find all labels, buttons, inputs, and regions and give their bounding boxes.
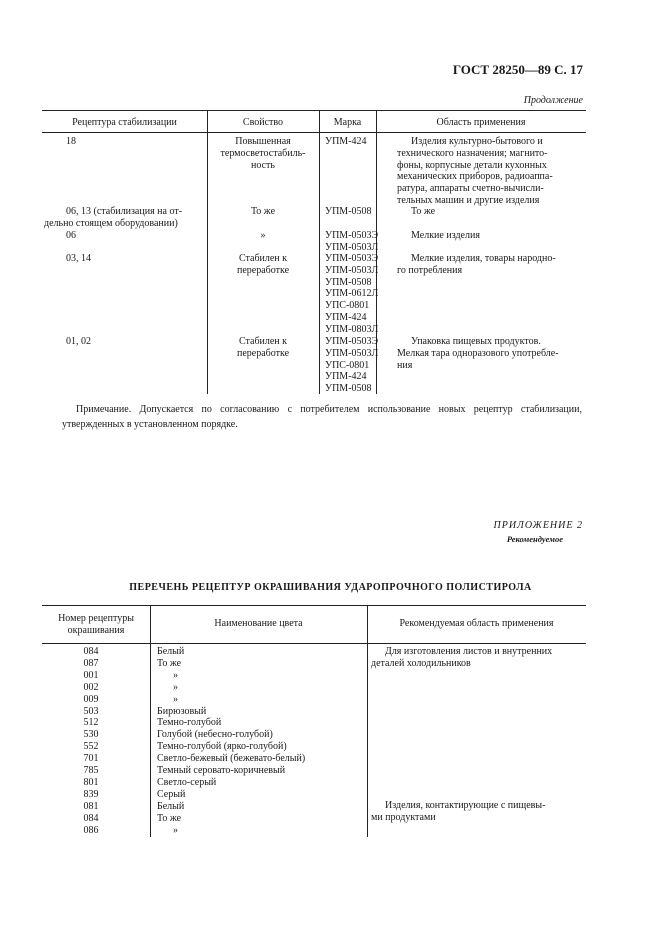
application-cell: Упаковка пищевых продуктов. Мелкая тара одноразового употребле- ния bbox=[397, 336, 559, 371]
column-header-mark: Марка bbox=[333, 117, 362, 128]
coloring-table-title: ПЕРЕЧЕНЬ РЕЦЕПТУР ОКРАШИВАНИЯ УДАРОПРОЧНОГО ПОЛИСТИРОЛА bbox=[129, 582, 532, 593]
color-name-list: Белый То же » » » Бирюзовый Темно-голубой Голубой (небесно-голубой) Темно-голубой (ярко-голубой) Светло-бежевый (бежевато-белый) Темный серовато-коричневый Светло-серый Серый Белый То же » bbox=[157, 646, 306, 836]
mark-cell: УПМ-0503Э УПМ-0503Л УПМ-0508 УПМ-0612Л УПС-0801 УПМ-424 УПМ-0803Л bbox=[325, 253, 379, 335]
recipe-cell: 01, 02 bbox=[66, 336, 91, 347]
recipe-cell: 06, 13 (стабилизация на от- дельно стоящем оборудовании) bbox=[44, 206, 183, 229]
column-header-property: Свойство bbox=[242, 117, 284, 128]
recipe-cell: 18 bbox=[66, 136, 76, 147]
mark-cell: УПМ-0508 bbox=[325, 206, 372, 217]
property-cell: То же bbox=[250, 206, 276, 217]
table-note: Примечание. Допускается по согласованию с потребителем использование новых рецептур стабилизации, утвержденных в установленном порядке. bbox=[62, 404, 582, 430]
application-cell: Мелкие изделия bbox=[411, 230, 480, 241]
application-cell: Изделия культурно-бытового и технического назначения; магнито- фоны, корпусные детали кухонных механических приборов, радиоаппа- ратура, аппараты счетно-вычисли- тельных машин и другие изделия bbox=[397, 136, 553, 206]
application-area-2: Изделия, контактирующие с пищевы- ми продуктами bbox=[371, 800, 546, 823]
property-cell: Стабилен к переработке bbox=[236, 253, 290, 276]
property-cell: » bbox=[260, 230, 266, 241]
application-cell: То же bbox=[411, 206, 436, 217]
property-cell: Стабилен к переработке bbox=[236, 336, 290, 359]
column-header-number: Номер рецептуры окрашивания bbox=[58, 613, 134, 636]
application-cell: Мелкие изделия, товары народно- го потребления bbox=[397, 253, 556, 276]
application-area-1: Для изготовления листов и внутренних деталей холодильников bbox=[371, 646, 553, 669]
continuation-label: Продолжение bbox=[523, 95, 583, 106]
property-cell: Повышенная термосветостабиль- ность bbox=[220, 136, 306, 171]
column-header-area: Рекомендуемая область применения bbox=[399, 618, 554, 629]
column-header-color: Наименование цвета bbox=[214, 618, 303, 629]
recipe-cell: 06 bbox=[66, 230, 76, 241]
mark-cell: УПМ-0503Э УПМ-0503Л bbox=[325, 230, 379, 253]
appendix-label: ПРИЛОЖЕНИЕ 2 bbox=[493, 520, 583, 531]
appendix-status: Рекомендуемое bbox=[506, 534, 563, 544]
recipe-cell: 03, 14 bbox=[66, 253, 91, 264]
recipe-number-list: 084 087 001 002 009 503 512 530 552 701 785 801 839 081 084 086 bbox=[83, 646, 99, 836]
column-header-application: Область применения bbox=[436, 117, 526, 128]
mark-cell: УПМ-0503Э УПМ-0503Л УПС-0801 УПМ-424 УПМ-0508 bbox=[325, 336, 379, 395]
mark-cell: УПМ-424 bbox=[325, 136, 367, 147]
page-reference: ГОСТ 28250—89 С. 17 bbox=[452, 62, 583, 77]
column-header-recipe: Рецептура стабилизации bbox=[72, 117, 177, 128]
